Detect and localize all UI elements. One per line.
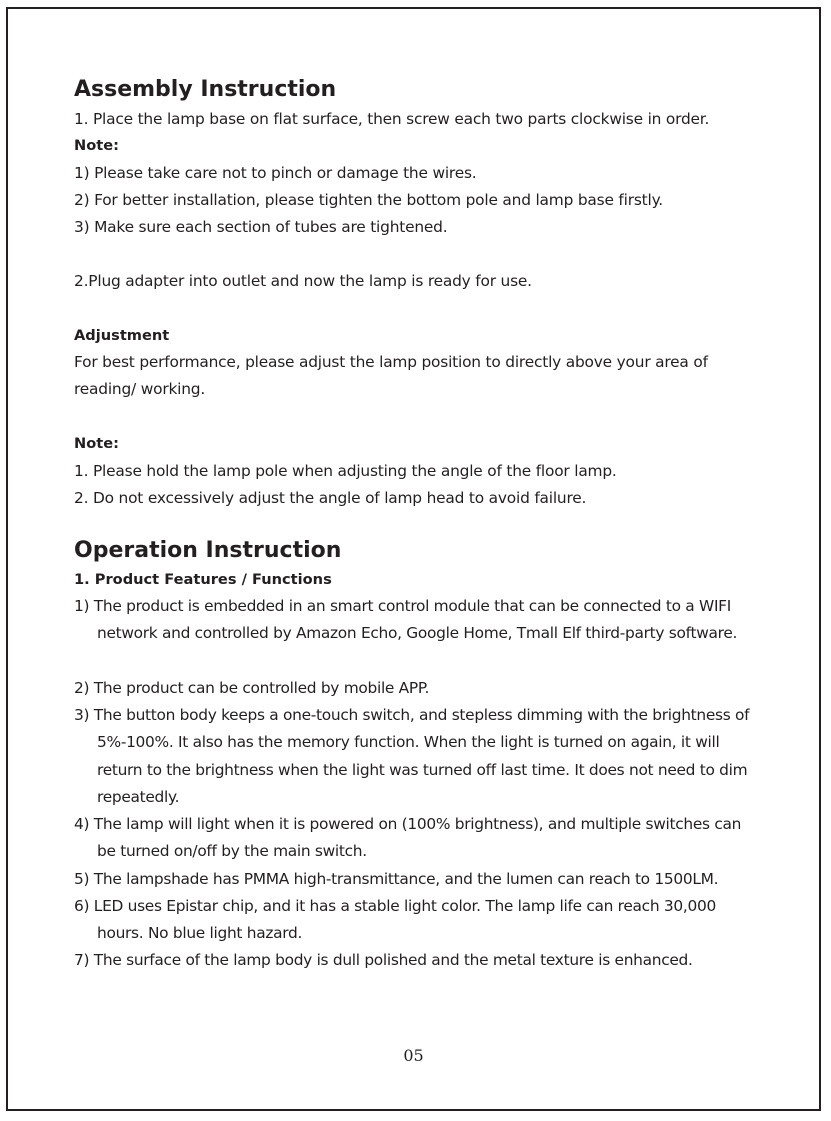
assembly-note-3: 3) Make sure each section of tubes are tightened. xyxy=(74,218,448,236)
adjustment-note-2: 2. Do not excessively adjust the angle of lamp head to avoid failure. xyxy=(74,489,587,507)
adjustment-note-label: Note: xyxy=(74,435,119,452)
adjustment-text: For best performance, please adjust the lamp position to directly above your area of reading/ working. xyxy=(74,353,708,398)
operation-title: Operation Instruction xyxy=(74,538,342,563)
assembly-note-label: Note: xyxy=(74,137,119,154)
assembly-note-2: 2) For better installation, please tighten the bottom pole and lamp base firstly. xyxy=(74,191,663,209)
feature-item-7: 7) The surface of the lamp body is dull polished and the metal texture is enhanced. xyxy=(74,951,693,969)
assembly-title: Assembly Instruction xyxy=(74,77,337,102)
manual-page xyxy=(6,7,821,1111)
feature-item-3: 3) The button body keeps a one-touch switch, and stepless dimming with the brightness of 5%-100%. It also has the memory function. When the light is turned on again, it will return to the brightness when the light was turned off last time. It does not need to dim repeatedly. xyxy=(74,706,750,806)
adjustment-note-1: 1. Please hold the lamp pole when adjusting the angle of the floor lamp. xyxy=(74,462,617,480)
page-number: 05 xyxy=(403,1046,424,1065)
feature-item-2: 2) The product can be controlled by mobile APP. xyxy=(74,679,430,697)
feature-item-4: 4) The lamp will light when it is powered on (100% brightness), and multiple switches can be turned on/off by the main switch. xyxy=(74,815,742,861)
assembly-step-1: 1. Place the lamp base on flat surface, then screw each two parts clockwise in order. xyxy=(74,110,710,128)
feature-item-1: 1) The product is embedded in an smart control module that can be connected to a WIFI network and controlled by Amazon Echo, Google Home, Tmall Elf third-party software. xyxy=(74,597,738,643)
feature-item-6: 6) LED uses Epistar chip, and it has a stable light color. The lamp life can reach 30,000 hours. No blue light hazard. xyxy=(74,897,716,943)
adjustment-title: Adjustment xyxy=(74,327,170,344)
feature-item-5: 5) The lampshade has PMMA high-transmittance, and the lumen can reach to 1500LM. xyxy=(74,870,719,888)
assembly-step-2: 2.Plug adapter into outlet and now the lamp is ready for use. xyxy=(74,272,532,290)
assembly-note-1: 1) Please take care not to pinch or damage the wires. xyxy=(74,164,477,182)
operation-subtitle: 1. Product Features / Functions xyxy=(74,571,332,588)
